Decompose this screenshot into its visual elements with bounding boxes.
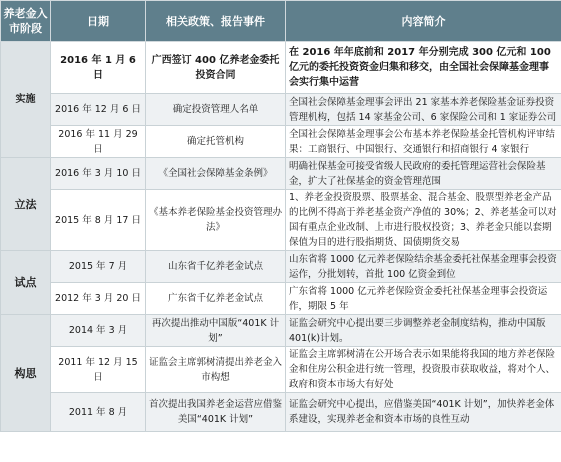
event-cell: 《全国社会保障基金条例》 bbox=[146, 158, 286, 190]
date-cell: 2011 年 12 月 15 日 bbox=[51, 347, 146, 393]
event-cell: 广东省千亿养老金试点 bbox=[146, 283, 286, 315]
content-cell: 广东省将 1000 亿元养老保险资金委托社保基金理事会投资运作，期限 5 年 bbox=[286, 283, 561, 315]
table-row bbox=[1, 42, 561, 94]
event-cell: 确定托管机构 bbox=[146, 126, 286, 158]
date-cell: 2015 年 8 月 17 日 bbox=[51, 190, 146, 251]
stage-cell: 实施 bbox=[1, 42, 51, 158]
event-cell: 首次提出我国养老金运营应借鉴美国“401K 计划” bbox=[146, 393, 286, 432]
header-content: 内容简介 bbox=[286, 1, 561, 42]
event-cell: 确定投资管理人名单 bbox=[146, 94, 286, 126]
table-row bbox=[1, 251, 561, 283]
content-cell: 在 2016 年年底前和 2017 年分别完成 300 亿元和 100 亿元的委托投资资金归集和移交，由全国社会保障基金理事会实行集中运营 bbox=[286, 42, 561, 94]
event-cell: 广西签订 400 亿养老金委托投资合同 bbox=[146, 42, 286, 94]
content-cell: 证监会研究中心提出要三步调整养老金制度结构，推动中国版 401(k)计划。 bbox=[286, 315, 561, 347]
date-cell: 2016 年 3 月 10 日 bbox=[51, 158, 146, 190]
date-cell: 2015 年 7 月 bbox=[51, 251, 146, 283]
header-date: 日期 bbox=[51, 1, 146, 42]
table-row bbox=[1, 190, 561, 251]
date-cell: 2016 年 12 月 6 日 bbox=[51, 94, 146, 126]
content-cell: 山东省将 1000 亿元养老保险结余基金委托社保基金理事会投资运作，分批划转，首批 100 亿资金到位 bbox=[286, 251, 561, 283]
stage-cell: 构思 bbox=[1, 315, 51, 432]
date-cell: 2016 年 11 月 29 日 bbox=[51, 126, 146, 158]
table-header-row bbox=[1, 1, 561, 42]
event-cell: 证监会主席郭树清提出养老金入市构想 bbox=[146, 347, 286, 393]
event-cell: 《基本养老保险基金投资管理办法》 bbox=[146, 190, 286, 251]
stage-cell: 试点 bbox=[1, 251, 51, 315]
table-row bbox=[1, 283, 561, 315]
table-row bbox=[1, 393, 561, 432]
stage-cell: 立法 bbox=[1, 158, 51, 251]
date-cell: 2014 年 3 月 bbox=[51, 315, 146, 347]
content-cell: 全国社会保障基金理事会公布基本养老保险基金托管机构评审结果：工商银行、中国银行、交通银行和招商银行 4 家银行 bbox=[286, 126, 561, 158]
date-cell: 2011 年 8 月 bbox=[51, 393, 146, 432]
content-cell: 证监会主席郭树清在公开场合表示如果能将我国的地方养老保险金和住房公积金进行统一管理，投资股市获取收益，将对个人、政府和资本市场大有好处 bbox=[286, 347, 561, 393]
event-cell: 山东省千亿养老金试点 bbox=[146, 251, 286, 283]
content-cell: 证监会研究中心提出，应借鉴美国“401K 计划”，加快养老金体系建设，实现养老金和资本市场的良性互动 bbox=[286, 393, 561, 432]
table-row bbox=[1, 94, 561, 126]
table-row bbox=[1, 347, 561, 393]
date-cell: 2016 年 1 月 6 日 bbox=[51, 42, 146, 94]
header-stage: 养老金入市阶段 bbox=[1, 1, 51, 42]
content-cell: 全国社会保障基金理事会评出 21 家基本养老保险基金证券投资管理机构，包括 14 家基金公司、6 家保险公司和 1 家证券公司 bbox=[286, 94, 561, 126]
table-row bbox=[1, 126, 561, 158]
header-event: 相关政策、报告事件 bbox=[146, 1, 286, 42]
date-cell: 2012 年 3 月 20 日 bbox=[51, 283, 146, 315]
table-row bbox=[1, 315, 561, 347]
content-cell: 明确社保基金可接受省级人民政府的委托管理运营社会保险基金，扩大了社保基金的资金管理范围 bbox=[286, 158, 561, 190]
table-row bbox=[1, 158, 561, 190]
event-cell: 再次提出推动中国版“401K 计划” bbox=[146, 315, 286, 347]
content-cell: 1、养老金投资股票、股票基金、混合基金、股票型养老金产品的比例不得高于养老基金资产净值的 30%；2、养老基金可以对国有重点企业改制、上市进行股权投资；3、养老金只能以套期保值为目的进行股指期货、国债期货交易 bbox=[286, 190, 561, 251]
